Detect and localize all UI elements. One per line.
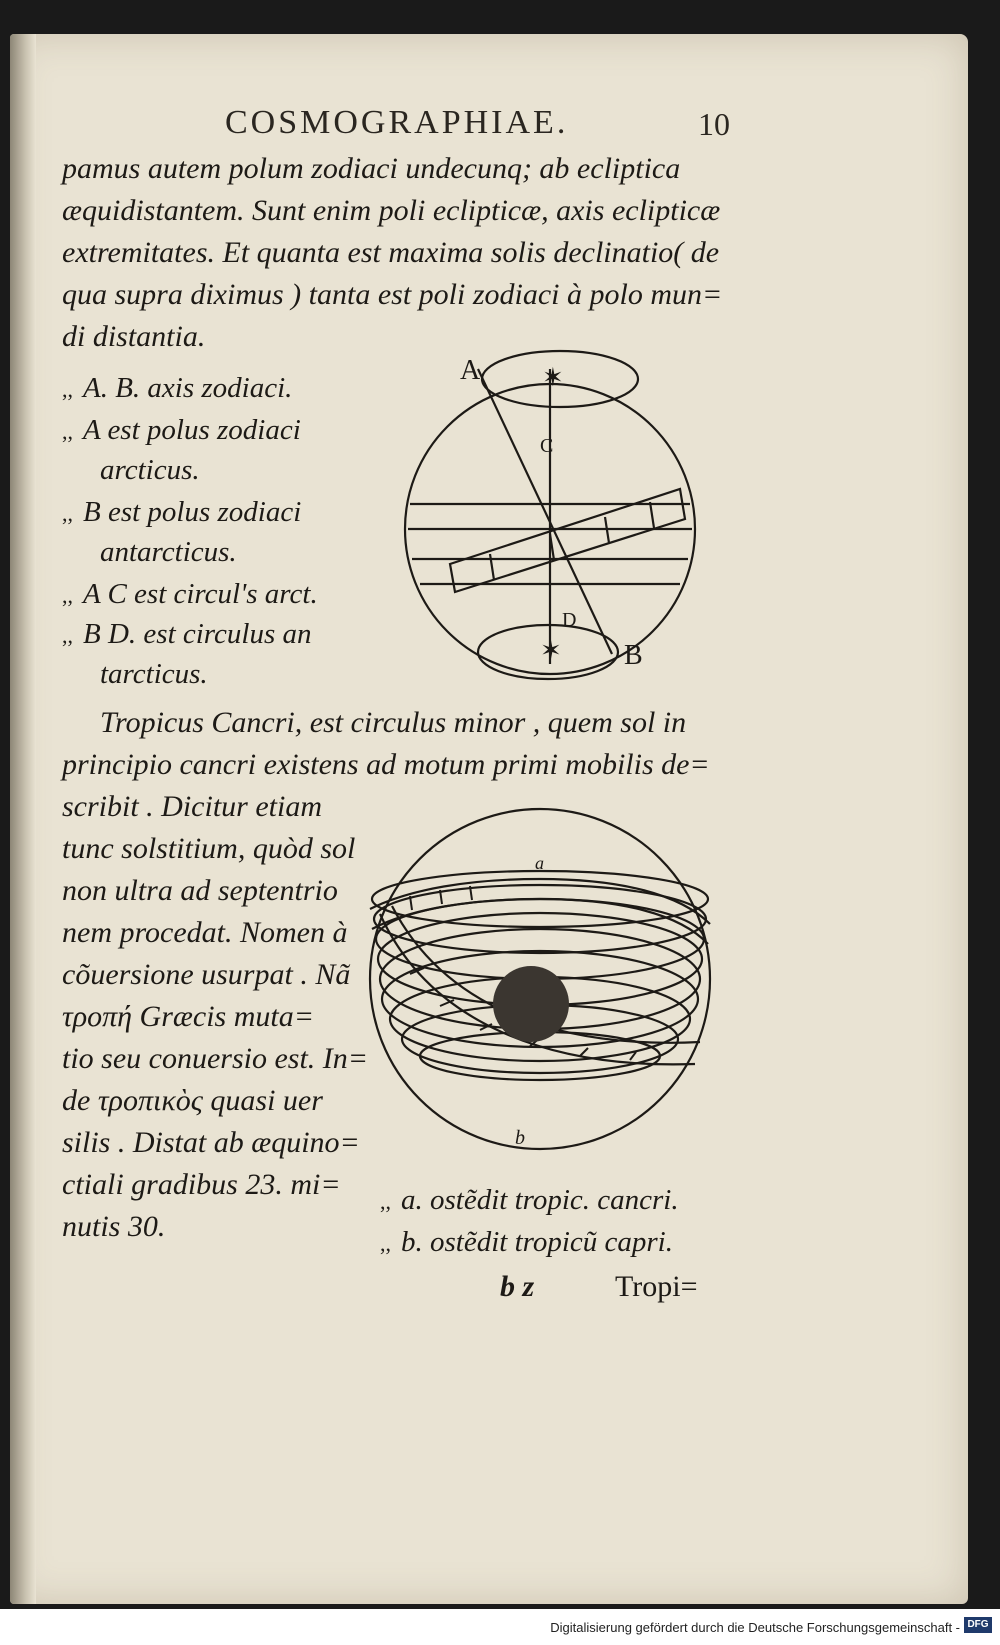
legend-item: arcticus. — [100, 454, 200, 486]
text-line: non ultra ad septentrio — [62, 874, 338, 907]
svg-text:✶: ✶ — [542, 363, 564, 392]
text-line: principio cancri existens ad motum primi mobilis de= — [62, 748, 710, 781]
text-line: tunc solstitium, quòd sol — [62, 832, 356, 865]
svg-text:✶: ✶ — [540, 636, 562, 665]
legend-item: ,, b. ostẽdit tropicũ capri. — [380, 1226, 673, 1258]
footer-text: Digitalisierung gefördert durch die Deutsche Forschungsgemeinschaft - — [550, 1620, 960, 1635]
text-line: cõuersione usurpat . Nã — [62, 958, 351, 991]
legend-item: ,, a. ostẽdit tropic. cancri. — [380, 1184, 679, 1216]
footer-bar — [0, 1609, 1000, 1645]
text-line: de τροπικὸς quasi uer — [62, 1084, 323, 1117]
text-line: di distantia. — [62, 320, 206, 353]
text-line: tio seu conuersio est. In= — [62, 1042, 369, 1075]
zodiac-axis — [478, 369, 612, 654]
page-number: 10 — [698, 106, 730, 142]
figure-label-b: b — [515, 1127, 525, 1149]
text-line: nutis 30. — [62, 1210, 166, 1243]
figure-label-d: D — [562, 609, 577, 631]
text-line: Tropicus Cancri, est circulus minor , quem sol in — [100, 706, 687, 739]
catchword: Tropi= — [615, 1270, 698, 1303]
legend-item: antarcticus. — [100, 536, 237, 568]
zodiac-sphere-figure — [390, 334, 710, 694]
legend-item: tarcticus. — [100, 658, 208, 690]
figure-label-a: a — [535, 853, 544, 873]
running-head: COSMOGRAPHIAE. — [225, 104, 569, 141]
figure-label-c: C — [540, 435, 554, 457]
text-line: extremitates. Et quanta est maxima solis declinatio( de — [62, 236, 720, 269]
legend-item: ,, A est polus zodiaci — [62, 414, 301, 446]
legend-item: ,, B D. est circulus an — [62, 618, 312, 650]
earth-globe — [493, 966, 569, 1042]
text-line: silis . Distat ab æquino= — [62, 1126, 360, 1159]
book-page — [10, 34, 968, 1604]
text-line: ctiali gradibus 23. mi= — [62, 1168, 341, 1201]
figure-label-a: A — [460, 355, 481, 386]
figure-label-b: B — [624, 640, 643, 671]
text-line: τροπή Græcis muta= — [62, 1000, 314, 1033]
text-line: æquidistantem. Sunt enim poli eclipticæ, axis eclipticæ — [62, 194, 721, 227]
legend-item: ,, A. B. axis zodiaci. — [62, 372, 293, 404]
text-line: pamus autem polum zodiaci undecunq; ab ecliptica — [62, 152, 681, 185]
tropic-sphere-figure — [350, 794, 730, 1174]
text-line: qua supra diximus ) tanta est poli zodiaci à polo mun= — [62, 278, 723, 311]
page-gutter — [10, 34, 36, 1604]
legend-item: ,, B est polus zodiaci — [62, 496, 302, 528]
legend-item: ,, A C est circul's arct. — [62, 578, 318, 610]
signature-mark: b z — [500, 1270, 535, 1303]
text-line: nem procedat. Nomen à — [62, 916, 348, 949]
star-marks — [540, 363, 564, 665]
text-line: scribit . Dicitur etiam — [62, 790, 322, 823]
dfg-logo: DFG — [964, 1617, 992, 1633]
